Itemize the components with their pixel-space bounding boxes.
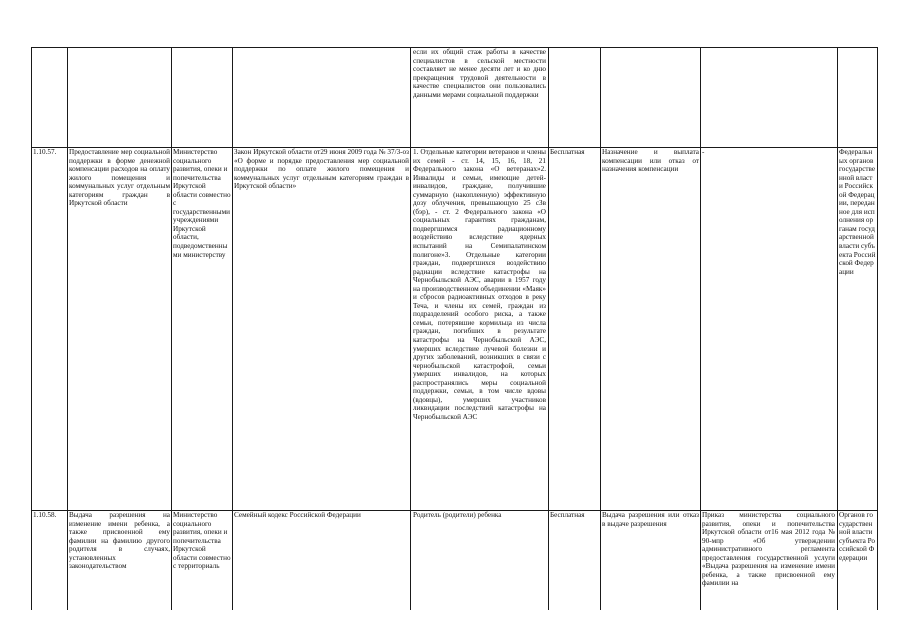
cell-transfer: Федеральных органов государственной власти Российской Федерации, переданное для исполнения органам государственной власти субъекта Российской Федерации bbox=[839, 148, 876, 276]
cell-row-number: 1.10.57. bbox=[33, 148, 57, 156]
cell-result: Выдача разрешения или отказ в выдаче разрешения bbox=[602, 511, 699, 528]
cell-recipients: Родитель (родители) ребенка bbox=[413, 511, 502, 519]
cell-row-number: 1.10.58. bbox=[33, 511, 57, 519]
cell-result: Назначение и выплата компенсации или отказ от назначения компенсации bbox=[602, 148, 699, 174]
cell-transfer: Органов государственной власти субъекта Российской Федерации bbox=[839, 511, 876, 562]
cell-legal-basis: Закон Иркутской области от29 июня 2009 года № 37/3-оз «О форме и порядке предоставления мер социальной поддержки по оплате жилого помещения и коммунальных услуг отдельным категориям граждан в Иркутской области» bbox=[234, 148, 409, 191]
cell-authority: Министерство социального развития, опеки и попечительства Иркутской области совместно с территориаль bbox=[173, 511, 231, 571]
cell-authority: Министерство социального развития, опеки и попечительства Иркутской области совместно с государственными учреждениями Иркутской области, подведомственными министерству bbox=[173, 148, 231, 259]
cell-service-name: Выдача разрешения на изменение имени ребенка, а также присвоенной ему фамилии на фамилию другого родителя в случаях, установленных законодательством bbox=[69, 511, 170, 571]
cell-recipients: 1. Отдельные категории ветеранов и члены их семей - ст. 14, 15, 16, 18, 21 Федерального закона «О ветеранах»2. Инвалиды и семьи, имеющие детей-инвалидов, граждане, получившие суммарную (накопленную) эффективную дозу облучения, превышающую 25 сЗв (бэр), - ст. 2 Федерального закона «О социальных гарантиях гражданам, подвергшимся радиационному воздействию вследствие ядерных испытаний на Семипалатинском полигоне»3. Отдельные категории граждан, подвергшихся воздействию радиации вследствие катастрофы на Чернобыльской АЭС, аварии в 1957 году на производственном объединении «Маяк» и сбросов радиоактивных отходов в реку Теча, и члены их семей, граждан из подразделений особого риска, а также семьи, потерявшие кормильца из числа граждан, погибших в результате катастрофы на Чернобыльской АЭС, умерших вследствие лучевой болезни и других заболеваний, возникших в связи с чернобыльской катастрофой, семьи умерших инвалидов, на которых распространялись меры социальной поддержки, семьи, в том числе вдовы (вдовцы), умерших участников ликвидации последствий катастрофы на Чернобыльской АЭС bbox=[413, 148, 546, 421]
cell-recipients-continuation: если их общий стаж работы в качестве специалистов в сельской местности составляет не менее десяти лет и ко дню прекращения трудовой деятельности в качестве специалистов они пользовались данными мерами социальной поддержки bbox=[413, 48, 546, 99]
cell-service-name: Предоставление мер социальной поддержки в форме денежной компенсации расходов на оплату жилого помещения и коммунальных услуг отдельным категориям граждан в Иркутской области bbox=[69, 148, 170, 208]
cell-regulation: Приказ министерства социального развития, опеки и попечительства Иркутской области от16 мая 2012 года № 90-мпр «Об утверждении административного регламента предоставления государственной услуги «Выдача разрешения на изменение имени ребенка, а также присвоенной ему фамилии на bbox=[702, 511, 835, 588]
cell-payment: Бесплатная bbox=[550, 148, 585, 156]
cell-legal-basis: Семейный кодекс Российской Федерации bbox=[234, 511, 361, 519]
cell-regulation: - bbox=[702, 148, 705, 156]
cell-payment: Бесплатная bbox=[550, 511, 585, 519]
